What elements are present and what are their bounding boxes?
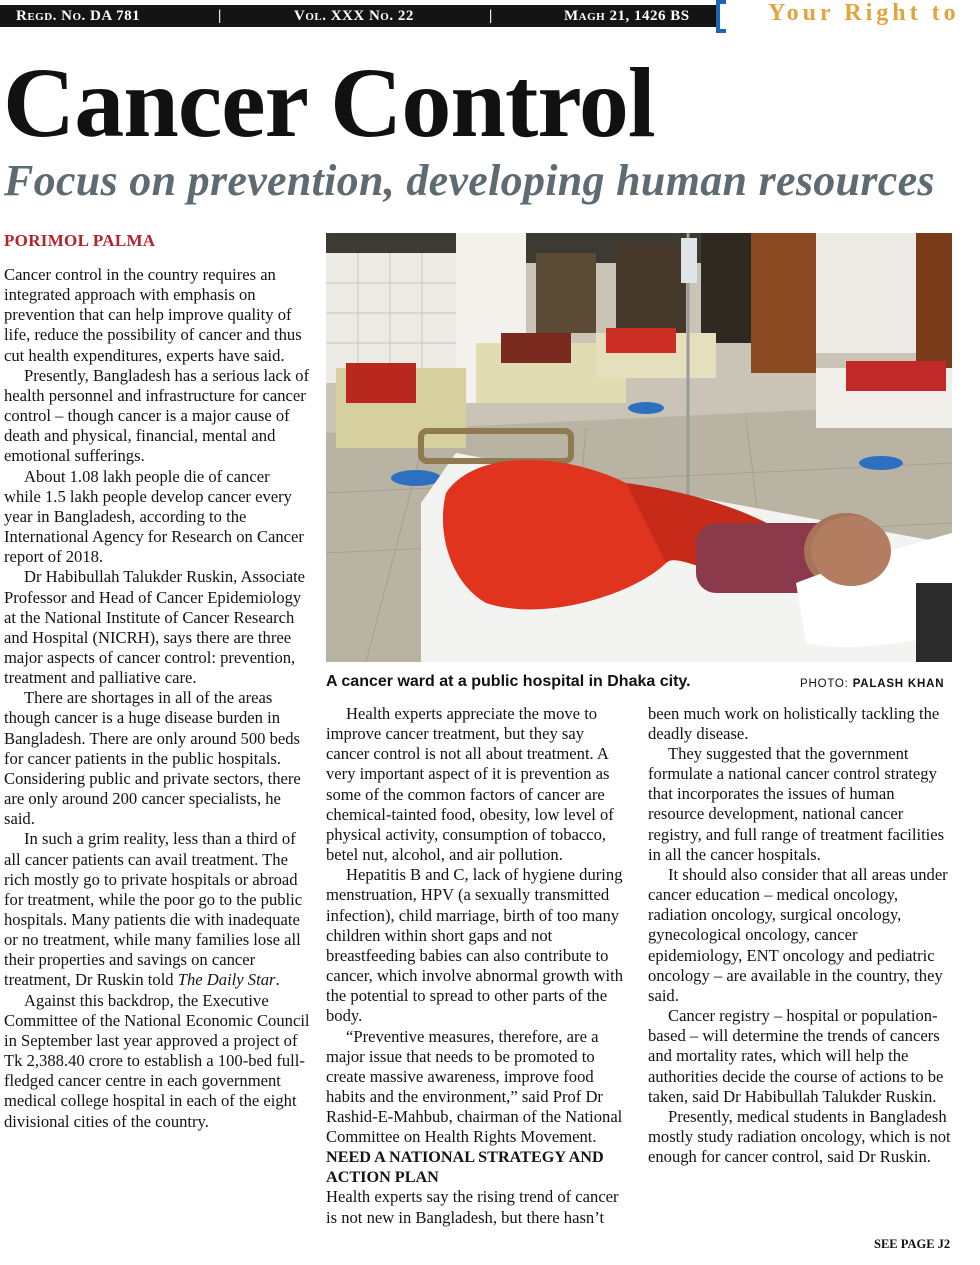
paragraph: They suggested that the government formulate a national cancer control strategy that incorporates the issues of human resource development, national cancer registry, and full range of treatment facilities in all the cancer hospitals.: [648, 744, 945, 864]
subheadline: Focus on prevention, developing human resources: [4, 156, 935, 205]
photographer-name: PALASH KHAN: [852, 678, 945, 690]
section-heading: NEED A NATIONAL STRATEGY AND ACTION PLAN: [326, 1148, 604, 1187]
paragraph: It should also consider that all areas under cancer education – medical oncology, radiation oncology, surgical oncology, gynecological oncology, cancer epidemiology, ENT oncology and pediatric oncology – are available in the country, they said.: [648, 864, 948, 1005]
paragraph: Presently, Bangladesh has a serious lack of health personnel and infrastructure for cancer control – though cancer is a major cause of death and physical, financial, mental and emotional sufferings.: [4, 365, 310, 466]
continued-on-page[interactable]: SEE PAGE J2: [874, 1237, 951, 1251]
paragraph: [4, 829, 310, 990]
masthead-bar: [0, 5, 716, 27]
paragraph-text: .: [275, 970, 280, 990]
paragraph: Presently, medical students in Bangladesh mostly study radiation oncology, which is not enough for cancer control, said Dr Ruskin.: [648, 1106, 951, 1167]
publication-name: The Daily Star: [177, 970, 276, 990]
photo-credit-label: PHOTO:: [800, 678, 849, 690]
article-column-1: [4, 265, 310, 1132]
paragraph: Cancer control in the country requires an integrated approach with emphasis on prevention that can help improve quality of life, reduce the possibility of cancer and thus cut health expenditures, experts have said.: [4, 265, 302, 365]
byline: PORIMOL PALMA: [4, 231, 156, 250]
article-column-3: [648, 704, 954, 1167]
photo-credit: [800, 678, 944, 690]
paragraph: Health experts appreciate the move to improve cancer treatment, but they say cancer control is not all about treatment. A very important aspect of it is prevention as some of the common factors of cancer are chemical-tainted food, obesity, low level of physical activity, consumption of tobacco, betel nut, alcohol, and air pollution.: [326, 704, 614, 865]
paragraph: Hepatitis B and C, lack of hygiene during menstruation, HPV (a sexually transmitted infection), child marriage, birth of too many children within short gaps and not breastfeeding babies can also contribute to cancer, which involve abnormal growth with the potential to spread to other parts of the body.: [326, 865, 624, 1026]
volume-number: Vol. XXX No. 22: [294, 8, 414, 24]
paragraph: Against this backdrop, the Executive Committee of the National Economic Council in September last year approved a project of Tk 2,388.40 crore to establish a 100-bed full-fledged cancer centre in each government medical college hospital in each of the eight divisional cities of the country.: [4, 990, 310, 1131]
paragraph: About 1.08 lakh people die of cancer while 1.5 lakh people develop cancer every year in Bangladesh, according to the International Agency for Research on Cancer report of 2018.: [4, 466, 304, 567]
issue-date: Magh 21, 1426 BS: [564, 8, 690, 24]
masthead-separator: |: [489, 8, 493, 24]
article-column-2: [326, 704, 626, 1227]
continued-text: [648, 704, 954, 744]
paragraph-continuation: been much work on holistically tackling the deadly disease.: [648, 704, 940, 744]
hospital-ward-photo: [326, 233, 952, 662]
paragraph-text: In such a grim reality, less than a third of all cancer patients can avail treatment. The rich mostly go to private hospitals or abroad for treatment, while the poor go to the public hospitals. Many patients die with inadequate or no treatment, while many families lose all their properties and savings on cancer treatment, Dr Ruskin told: [4, 829, 303, 990]
section-bracket: [716, 0, 726, 33]
headline: Cancer Control: [3, 47, 655, 158]
paragraph: Health experts say the rising trend of cancer is not new in Bangladesh, but there hasn’t: [326, 1187, 619, 1227]
photo-illustration: [326, 233, 952, 662]
registration-number: Regd. No. DA 781: [16, 8, 141, 24]
paragraph: Dr Habibullah Talukder Ruskin, Associate Professor and Head of Cancer Epidemiology at the National Institute of Cancer Research and Hospital (NICRH), says there are three major aspects of cancer control: prevention, treatment and palliative care.: [4, 567, 306, 688]
paragraph: “Preventive measures, therefore, are a major issue that needs to be promoted to create massive awareness, improve food habits and the environment,” said Prof Dr Rashid-E-Mahbub, chairman of the National Committee on Health Rights Movement.: [326, 1026, 623, 1147]
photo-caption: A cancer ward at a public hospital in Dhaka city.: [326, 673, 691, 690]
masthead-separator: |: [218, 8, 222, 24]
paragraph: Cancer registry – hospital or population-based – will determine the trends of cancers and mortality rates, which will help the authorities decide the course of actions to be taken, said Dr Habibullah Talukder Ruskin.: [648, 1006, 944, 1106]
paragraph: There are shortages in all of the areas though cancer is a huge disease burden in Bangladesh. There are only around 500 beds for cancer patients in the public hospitals. Considering public and private sectors, there are only around 200 cancer specialists, he said.: [4, 688, 301, 829]
section-name: Your Right to: [768, 0, 960, 26]
